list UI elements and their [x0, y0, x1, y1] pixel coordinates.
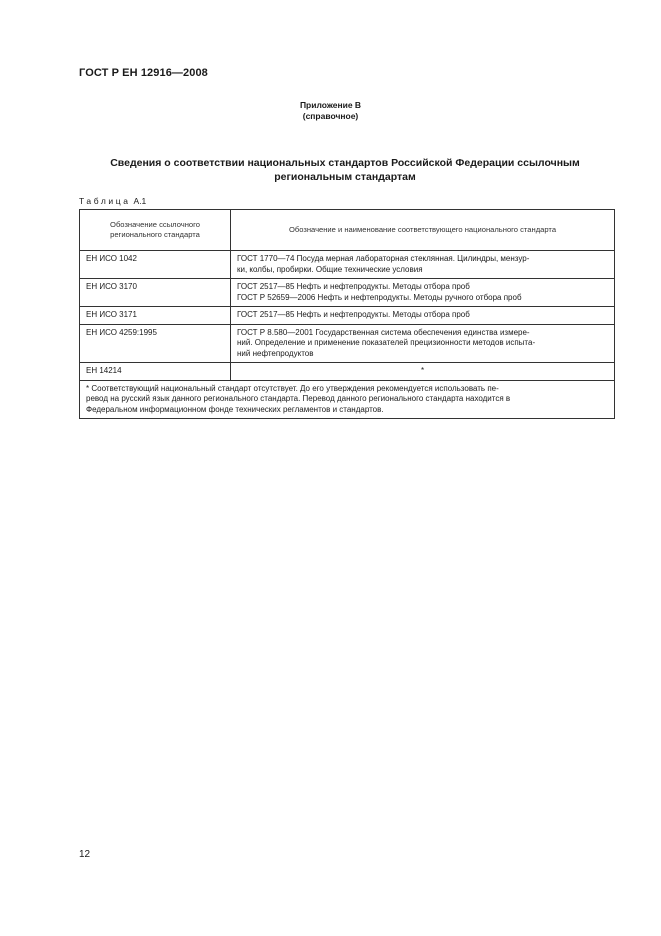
regional-standard-cell: ЕН ИСО 3171: [80, 307, 231, 325]
regional-standard-cell: ЕН ИСО 4259:1995: [80, 324, 231, 363]
national-standard-line: ГОСТ Р 52659—2006 Нефть и нефтепродукты. Методы ручного отбора проб: [237, 292, 522, 302]
national-standard-line: ГОСТ 2517—85 Нефть и нефтепродукты. Методы отбора проб: [237, 310, 470, 319]
header-cell-national: Обозначение и наименование соответствующего национального стандарта: [231, 210, 615, 251]
footnote-marker-cell: *: [231, 363, 615, 381]
table-footnote: [80, 380, 615, 419]
footnote-line: * Соответствующий национальный стандарт отсутствует. До его утверждения рекомендуется использовать пе-: [86, 383, 499, 393]
table-label: [79, 196, 146, 206]
national-standard-line: ГОСТ Р 8.580—2001 Государственная система обеспечения единства измере-: [237, 327, 530, 337]
national-standard-line: ки, колбы, пробирки. Общие технические условия: [237, 264, 423, 274]
national-standard-cell: [231, 307, 615, 325]
table-row: [80, 307, 615, 325]
national-standard-cell: [231, 251, 615, 279]
header-cell-regional: [80, 210, 231, 251]
table-footnote-row: [80, 380, 615, 419]
table-row: [80, 251, 615, 279]
national-standard-line: ний нефтепродуктов: [237, 348, 314, 358]
regional-standard-cell: ЕН 14214: [80, 363, 231, 381]
header-text: регионального стандарта: [110, 230, 200, 239]
table-label-word: Таблица: [79, 196, 131, 206]
national-standard-line: ний. Определение и применение показателей прецизионности методов испыта-: [237, 338, 536, 347]
annex-title: Приложение В: [299, 100, 362, 110]
national-standard-line: ГОСТ 2517—85 Нефть и нефтепродукты. Методы отбора проб: [237, 282, 470, 291]
footnote-line: Федеральном информационном фонде технических регламентов и стандартов.: [86, 404, 384, 414]
regional-standard-cell: ЕН ИСО 3170: [80, 279, 231, 307]
table-number: А.1: [133, 196, 147, 206]
regional-standard-cell: ЕН ИСО 1042: [80, 251, 231, 279]
section-title-line: региональным стандартам: [274, 171, 416, 183]
section-title: [90, 156, 600, 184]
national-standard-line: ГОСТ 1770—74 Посуда мерная лабораторная стеклянная. Цилиндры, мензур-: [237, 254, 530, 263]
table-header-row: [80, 210, 615, 251]
header-text: Обозначение ссылочного: [110, 219, 200, 229]
page-number: 12: [79, 849, 91, 860]
national-standard-cell: [231, 279, 615, 307]
national-standard-cell: [231, 324, 615, 363]
table-row: [80, 279, 615, 307]
table-row: [80, 363, 615, 381]
footnote-line: ревод на русский язык данного регионального стандарта. Перевод данного регионального стандарта находится в: [86, 394, 511, 403]
table-row: [80, 324, 615, 363]
correspondence-table: [79, 209, 615, 419]
annex-subtitle: (справочное): [302, 111, 359, 121]
section-title-line: Сведения о соответствии национальных стандартов Российской Федерации ссылочным: [110, 157, 580, 169]
document-code-header: ГОСТ Р ЕН 12916—2008: [79, 67, 208, 79]
